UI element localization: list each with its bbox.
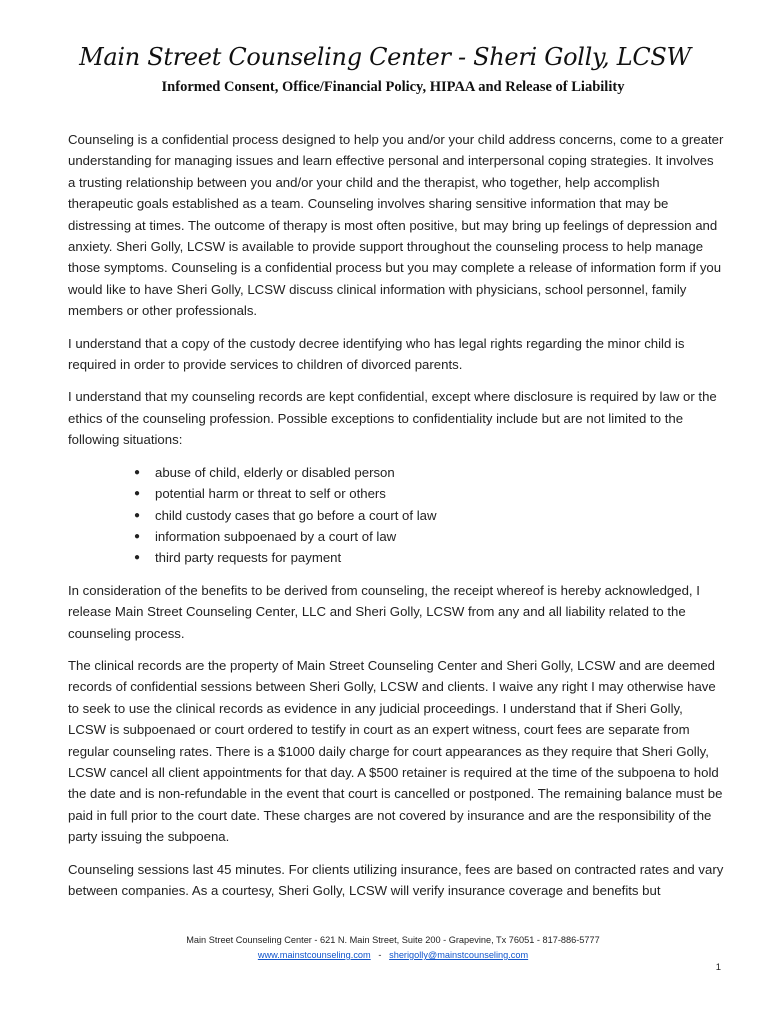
website-link[interactable]: www.mainstcounseling.com (257, 950, 371, 960)
paragraph-clinical-records: The clinical records are the property of Main Street Counseling Center and Sheri Golly, LCSW and are deemed records of confidential sessions between Sheri Golly, LCSW and clients. I waive any right I may otherwise have to seek to use the clinical records as evidence in any judicial proceedings. I understand that if Sheri Golly, LCSW is subpoenaed or court ordered to testify in court as an expert witness, court fees are separate from regular counseling rates. There is a $1000 daily charge for court appearances as they require that Sheri Golly, LCSW cancel all client appointments for that day. A $500 retainer is required at the time of the subpoena to hold the date and is non-refundable in the event that court is cancelled or postponed. The remaining balance must be paid in full prior to the court date. These charges are not covered by insurance and are the responsibility of the party issuing the subpoena. (68, 657, 723, 845)
list-item: ● potential harm or threat to self or others (130, 483, 724, 504)
paragraph-session-fees: Counseling sessions last 45 minutes. For clients utilizing insurance, fees are based on contracted rates and vary between companies. As a courtesy, Sheri Golly, LCSW will verify insurance coverage and benefits but (68, 861, 724, 898)
paragraph-custody-decree: I understand that a copy of the custody decree identifying who has legal rights regarding the minor child is required in order to provide services to children of divorced parents. (68, 335, 685, 373)
document-body (68, 129, 724, 912)
document-title: Main Street Counseling Center - Sheri Golly, LCSW (79, 43, 691, 71)
paragraph-confidentiality: I understand that my counseling records are kept confidential, except where disclosure is required by law or the ethics of the counseling profession. Possible exceptions to confidentiality include but are not limited to the following situations: (68, 389, 717, 448)
list-item: ● information subpoenaed by a court of law (130, 526, 724, 547)
paragraph-release-of-liability: In consideration of the benefits to be derived from counseling, the receipt whereof is hereby acknowledged, I release Main Street Counseling Center, LLC and Sheri Golly, LCSW from any and all liability related to the counseling process. (68, 582, 700, 641)
list-item: ● third party requests for payment (130, 547, 724, 568)
list-item: ● child custody cases that go before a court of law (130, 505, 724, 526)
footer-separator: - (378, 950, 382, 960)
page-footer (0, 933, 770, 963)
document-subtitle: Informed Consent, Office/Financial Policy, HIPAA and Release of Liability (161, 79, 625, 95)
footer-links (0, 948, 770, 963)
footer-address: Main Street Counseling Center - 621 N. Main Street, Suite 200 - Grapevine, Tx 76051 - 817-886-5777 (186, 935, 600, 945)
confidentiality-exceptions-list (68, 462, 724, 569)
page-number: 1 (715, 962, 721, 973)
paragraph-counseling-intro: Counseling is a confidential process designed to help you and/or your child address concerns, come to a greater understanding for managing issues and learn effective personal and interpersonal coping strategies. It involves a trusting relationship between you and/or your child and the therapist, who together, help accomplish therapeutic goals established as a team. Counseling involves sharing sensitive information that may be distressing at times. The outcome of therapy is most often positive, but may bring up feelings of depression and anxiety. Sheri Golly, LCSW is available to provide support throughout the counseling process to help manage those symptoms. Counseling is a confidential process but you may complete a release of information form if you would like to have Sheri Golly, LCSW discuss clinical information with physicians, school personnel, family members or other professionals. (68, 132, 724, 319)
email-link[interactable]: sherigolly@mainstcounseling.com (389, 950, 529, 960)
list-item: ● abuse of child, elderly or disabled person (130, 462, 724, 483)
